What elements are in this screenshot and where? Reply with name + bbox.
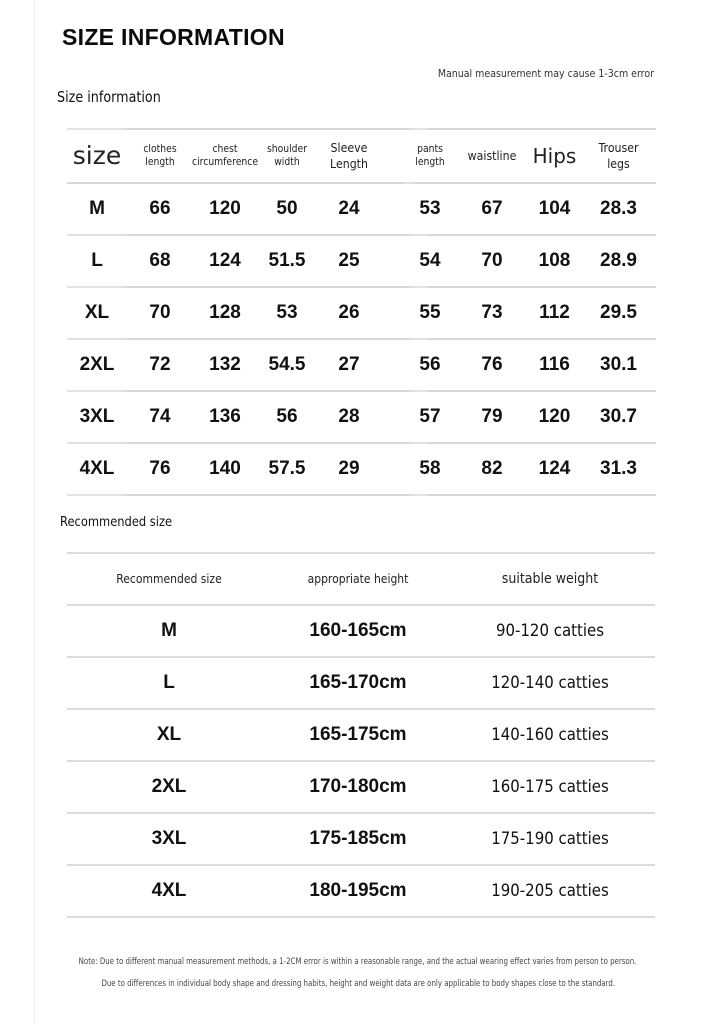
measurement-disclaimer: Manual measurement may cause 1-3cm error	[437, 68, 654, 80]
cell-waistline: 67	[481, 198, 503, 220]
cell-weight: 140-160 catties	[491, 725, 609, 745]
header-pants-length: pants length	[415, 142, 445, 168]
footnote-measurement	[0, 957, 716, 967]
table-header-row	[67, 552, 655, 606]
cell-height: 170-180cm	[309, 776, 407, 797]
cell-pants-length: 57	[419, 406, 441, 428]
cell-size: XL	[156, 724, 182, 745]
cell-size: XL	[84, 302, 110, 324]
cell-pants-length: 55	[419, 302, 441, 324]
table-row	[67, 444, 656, 494]
cell-height: 165-170cm	[309, 672, 407, 693]
cell-waistline: 82	[481, 458, 503, 480]
table-row	[67, 606, 655, 658]
cell-size: L	[163, 672, 175, 693]
cell-chest: 132	[209, 354, 241, 376]
cell-shoulder: 56	[276, 406, 298, 428]
cell-shoulder: 57.5	[268, 458, 306, 480]
recommended-size-heading: Recommended size	[60, 514, 173, 530]
cell-waistline: 73	[481, 302, 503, 324]
footnote-body-shape-text: Due to differences in individual body shape and dressing habits, height and weight data are only applicable to body shapes close to the standard.	[101, 979, 615, 989]
cell-trouser-legs: 29.5	[600, 302, 637, 324]
header-appropriate-height: appropriate height	[307, 572, 409, 586]
cell-hips: 108	[538, 250, 571, 272]
cell-height: 175-185cm	[309, 828, 407, 849]
cell-height: 165-175cm	[309, 724, 407, 745]
size-information-heading: Size information	[57, 88, 161, 106]
header-recommended-size: Recommended size	[116, 572, 222, 586]
cell-trouser-legs: 30.7	[600, 406, 637, 428]
cell-shoulder: 53	[276, 302, 298, 324]
cell-weight: 120-140 catties	[491, 673, 609, 693]
cell-sleeve: 29	[338, 458, 360, 480]
table-row	[67, 184, 656, 234]
cell-height: 160-165cm	[309, 620, 407, 641]
table-row	[67, 236, 656, 286]
cell-hips: 116	[539, 354, 570, 376]
cell-trouser-legs: 28.3	[600, 198, 637, 220]
cell-shoulder: 50	[276, 198, 298, 220]
header-hips: Hips	[532, 143, 577, 168]
table-header-row	[67, 130, 656, 182]
cell-size: M	[161, 620, 177, 641]
page-title: SIZE INFORMATION	[62, 24, 285, 50]
cell-trouser-legs: 30.1	[600, 354, 637, 376]
cell-shoulder: 51.5	[268, 250, 306, 272]
cell-chest: 136	[209, 406, 241, 428]
cell-weight: 90-120 catties	[495, 621, 605, 641]
footnote-measurement-text: Note: Due to different manual measurement methods, a 1-2CM error is within a reasonable range, and the actual wearing effect varies from person to person.	[79, 957, 637, 967]
header-waistline: waistline	[467, 148, 517, 164]
cell-trouser-legs: 28.9	[600, 250, 637, 272]
size-information-table	[67, 128, 656, 496]
header-size: size	[72, 141, 122, 171]
header-trouser-legs: Trouser legs	[598, 140, 639, 171]
page-edge-divider	[34, 0, 35, 1024]
table-row	[67, 762, 655, 814]
cell-size: 3XL	[79, 406, 115, 428]
cell-chest: 120	[209, 198, 241, 220]
cell-hips: 124	[538, 458, 571, 480]
cell-clothes-length: 76	[149, 458, 171, 480]
cell-size: M	[89, 198, 105, 220]
header-sleeve-length: Sleeve Length	[330, 140, 368, 171]
header-shoulder-width: shoulder width	[266, 142, 308, 168]
cell-chest: 140	[209, 458, 241, 480]
table-row	[67, 814, 655, 866]
cell-pants-length: 54	[419, 250, 441, 272]
cell-hips: 104	[538, 198, 571, 220]
recommended-size-table	[67, 552, 655, 918]
cell-trouser-legs: 31.3	[600, 458, 637, 480]
cell-pants-length: 58	[419, 458, 441, 480]
cell-size: 4XL	[79, 458, 115, 480]
cell-size: 2XL	[151, 776, 187, 797]
cell-chest: 124	[209, 250, 241, 272]
cell-clothes-length: 68	[149, 250, 171, 272]
cell-sleeve: 27	[338, 354, 360, 376]
cell-shoulder: 54.5	[268, 354, 306, 376]
cell-height: 180-195cm	[309, 880, 407, 901]
footnote-body-shape	[0, 979, 716, 989]
cell-size: 2XL	[79, 354, 115, 376]
table-row	[67, 710, 655, 762]
cell-hips: 120	[538, 406, 571, 428]
cell-waistline: 76	[481, 354, 503, 376]
cell-waistline: 79	[481, 406, 503, 428]
cell-clothes-length: 66	[149, 198, 171, 220]
cell-weight: 175-190 catties	[491, 829, 609, 849]
cell-weight: 190-205 catties	[491, 881, 609, 901]
table-row	[67, 288, 656, 338]
cell-hips: 112	[539, 302, 570, 324]
cell-clothes-length: 70	[149, 302, 171, 324]
table-row	[67, 392, 656, 442]
cell-pants-length: 56	[419, 354, 441, 376]
header-suitable-weight: suitable weight	[501, 570, 599, 587]
cell-sleeve: 26	[338, 302, 360, 324]
cell-size: 3XL	[151, 828, 187, 849]
table-row	[67, 658, 655, 710]
table-row	[67, 866, 655, 918]
cell-clothes-length: 72	[149, 354, 171, 376]
cell-sleeve: 24	[338, 198, 360, 220]
cell-pants-length: 53	[419, 198, 441, 220]
cell-clothes-length: 74	[149, 406, 171, 428]
table-rule	[67, 494, 656, 496]
cell-waistline: 70	[481, 250, 503, 272]
header-chest-circumference: chest circumference	[192, 142, 259, 168]
cell-sleeve: 25	[338, 250, 360, 272]
table-row	[67, 340, 656, 390]
header-clothes-length: clothes length	[143, 142, 177, 168]
cell-chest: 128	[209, 302, 241, 324]
cell-size: L	[91, 250, 103, 272]
cell-size: 4XL	[151, 880, 187, 901]
cell-weight: 160-175 catties	[491, 777, 609, 797]
cell-sleeve: 28	[338, 406, 360, 428]
